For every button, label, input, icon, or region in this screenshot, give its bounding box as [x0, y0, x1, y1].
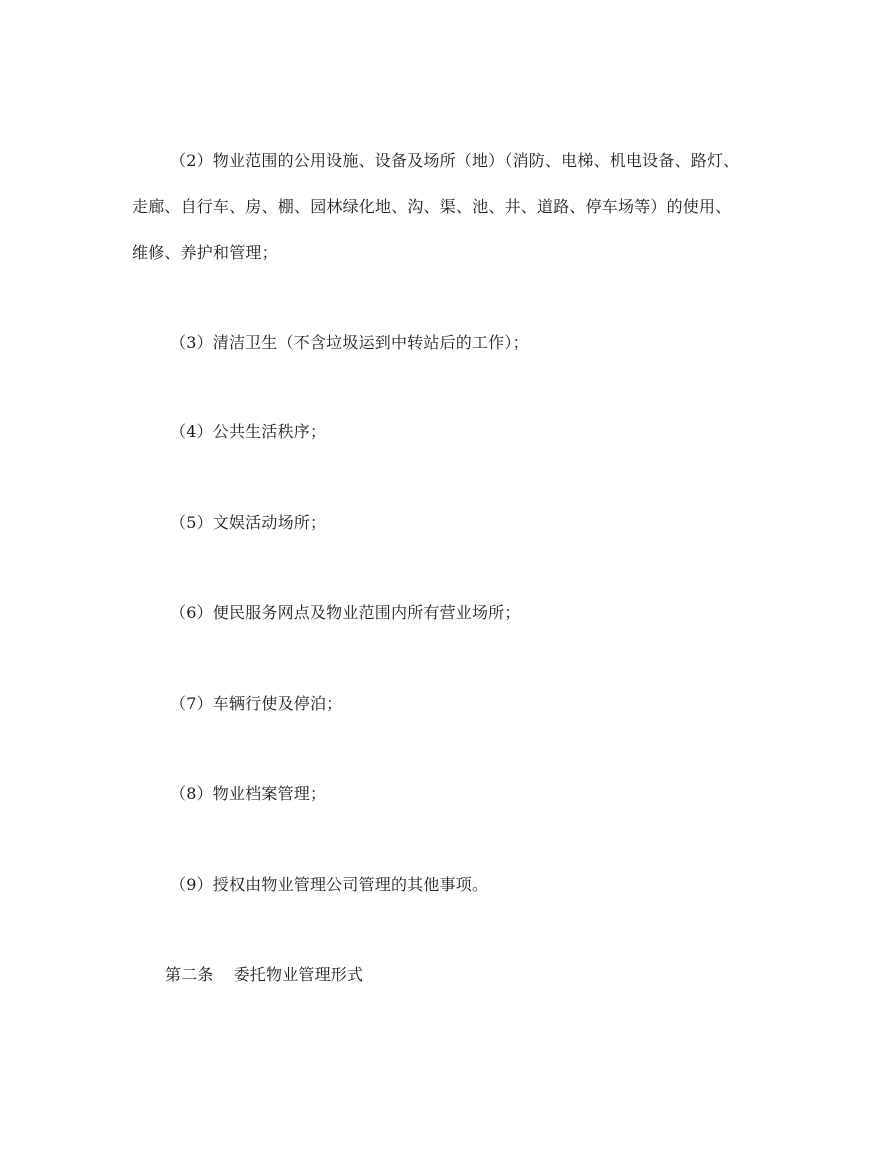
clause-item-4: （4）公共生活秩序；: [170, 422, 327, 441]
article-2-title: 委托物业管理形式: [233, 965, 364, 984]
clause-item-6: （6）便民服务网点及物业范围内所有营业场所；: [170, 603, 521, 622]
clause-item-3: （3）清洁卫生（不含垃圾运到中转站后的工作）；: [170, 333, 529, 352]
clause-item-7: （7）车辆行使及停泊；: [170, 694, 343, 713]
clause-item-2-line-3: 维修、养护和管理；: [132, 243, 278, 262]
clause-item-9: （9）授权由物业管理公司管理的其他事项。: [170, 875, 489, 894]
clause-item-2-line-2: 走廊、自行车、房、棚、园林绿化地、沟、渠、池、井、道路、停车场等）的使用、: [132, 197, 732, 216]
article-2-number: 第二条: [165, 965, 214, 984]
clause-item-5: （5）文娱活动场所；: [170, 513, 327, 532]
article-2-heading: [165, 952, 825, 998]
clause-item-8: （8）物业档案管理；: [170, 784, 327, 803]
clause-item-2-line-1: （2）物业范围的公用设施、设备及场所（地）（消防、电梯、机电设备、路灯、: [170, 151, 740, 170]
clause-item-2: [132, 138, 792, 276]
